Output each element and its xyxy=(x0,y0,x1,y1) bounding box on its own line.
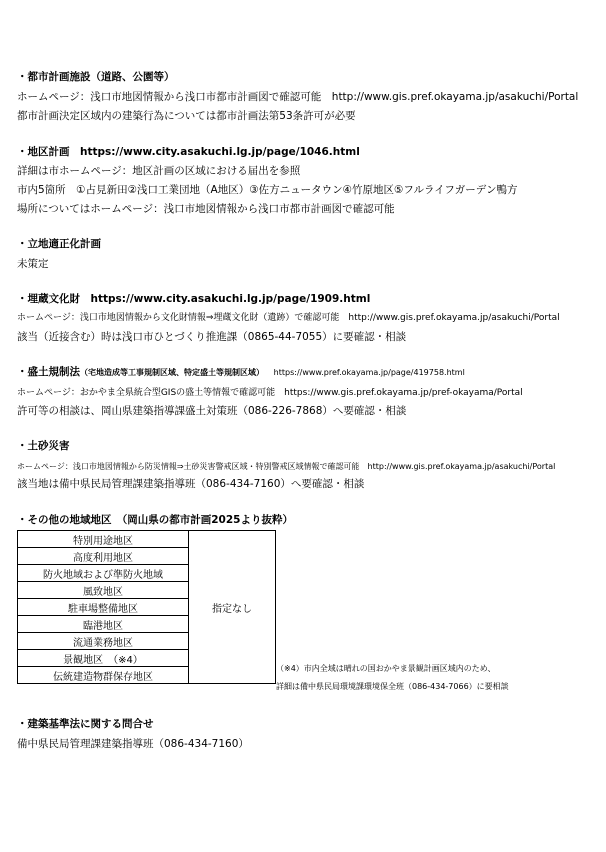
urban-facilities-homepage-line: ホームページ：浅口市地図情報から浅口市都市計画図で確認可能 http://www.gis.pref.okayama.jp/asakuchi/Portal xyxy=(17,91,579,103)
zone-name-cell: 特別用途地区 xyxy=(18,531,189,548)
urban-facilities-heading: ・都市計画施設（道路、公園等） xyxy=(17,71,175,83)
sediment-contact-line: 該当地は備中県民局管理課建築指導班（086-434-7160）へ要確認・相談 xyxy=(17,478,365,490)
zone-name-cell: 高度利用地区 xyxy=(18,548,189,565)
zone-name-cell: 駐車場整備地区 xyxy=(18,599,189,616)
embankment-heading-title: ・盛土規制法 xyxy=(17,366,80,378)
sediment-heading: ・土砂災害 xyxy=(17,440,70,452)
other-zones-table xyxy=(17,530,276,684)
cultural-assets-contact-line: 該当（近接含む）時は浅口市ひとづくり推進課（0865-44-7055）に要確認・相談 xyxy=(17,331,407,343)
zone-name-cell: 流通業務地区 xyxy=(18,633,189,650)
zone-name-cell: 伝統建造物群保存地区 xyxy=(18,667,189,684)
zone-name-cell: 風致地区 xyxy=(18,582,189,599)
district-plan-locations-line: 市内5箇所 ①占見新田②浅口工業団地（A地区）③佐方ニュータウン④竹原地区⑤フルライフガーデン鴨方 xyxy=(17,184,518,196)
table-row xyxy=(18,531,276,548)
urban-facilities-permit-line: 都市計画決定区域内の建築行為については都市計画法第53条許可が必要 xyxy=(17,110,356,122)
embankment-homepage-line: ホームページ：おかやま全県統合型GISの盛土等情報で確認可能 https://www.gis.pref.okayama.jp/pref-okayama/Portal xyxy=(17,388,523,398)
embankment-heading-url: https://www.pref.okayama.jp/page/419758.html xyxy=(273,368,465,377)
building-standards-contact: 備中県民局管理課建築指導班（086-434-7160） xyxy=(17,738,249,750)
district-plan-map-line: 場所についてはホームページ：浅口市地図情報から浅口市都市計画図で確認可能 xyxy=(17,203,395,215)
embankment-heading-zones: （宅地造成等工事規制区域、特定盛土等規制区域） xyxy=(80,368,264,377)
zone-name-cell: 景観地区 （※4） xyxy=(18,650,189,667)
location-plan-status: 未策定 xyxy=(17,258,49,270)
location-plan-heading: ・立地適正化計画 xyxy=(17,238,101,250)
cultural-assets-heading: ・埋蔵文化財 https://www.city.asakuchi.lg.jp/page/1909.html xyxy=(17,293,371,305)
district-plan-heading: ・地区計画 https://www.city.asakuchi.lg.jp/page/1046.html xyxy=(17,146,360,158)
zone-name-cell: 防火地域および準防火地域 xyxy=(18,565,189,582)
landscape-footnote-line1: （※4）市内全域は晴れの国おかやま景観計画区域内のため、 xyxy=(276,664,496,673)
landscape-footnote-line2: 詳細は備中県民局環境課環境保全班（086-434-7066）に要相談 xyxy=(276,682,509,691)
other-zones-heading: ・その他の地域地区 （岡山県の都市計画2025より抜粋） xyxy=(17,514,293,526)
cultural-assets-homepage-line: ホームページ：浅口市地図情報から文化財情報⇒埋蔵文化財（遺跡）で確認可能 http://www.gis.pref.okayama.jp/asakuchi/Portal xyxy=(17,313,560,323)
embankment-heading xyxy=(17,365,465,380)
zone-name-cell: 臨港地区 xyxy=(18,616,189,633)
district-plan-detail-line: 詳細は市ホームページ：地区計画の区域における届出を参照 xyxy=(17,165,301,177)
embankment-contact-line: 許可等の相談は、岡山県建築指導課盛土対策班（086-226-7868）へ要確認・相談 xyxy=(17,405,407,417)
building-standards-heading: ・建築基準法に関する問合せ xyxy=(17,718,154,730)
zone-status-cell: 指定なし xyxy=(189,531,276,684)
sediment-homepage-line: ホームページ：浅口市地図情報から防災情報⇒土砂災害警戒区域・特別警戒区域情報で確認可能 http://www.gis.pref.okayama.jp/asakuchi/Portal xyxy=(17,462,556,471)
